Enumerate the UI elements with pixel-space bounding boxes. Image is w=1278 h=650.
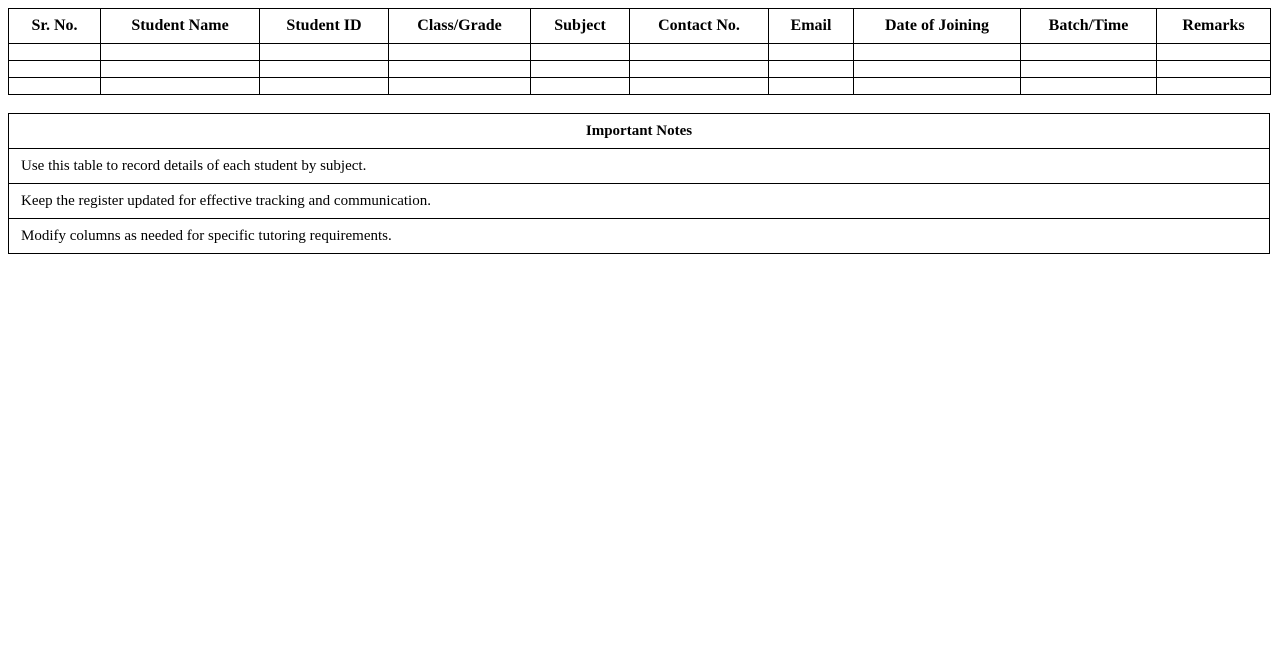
table-cell[interactable] bbox=[1157, 61, 1271, 78]
notes-row bbox=[9, 184, 1270, 219]
student-register-table bbox=[8, 8, 1271, 95]
table-cell[interactable] bbox=[1021, 78, 1157, 95]
table-cell[interactable] bbox=[389, 44, 531, 61]
table-cell[interactable] bbox=[630, 44, 769, 61]
table-cell[interactable] bbox=[630, 61, 769, 78]
column-header-class-grade: Class/Grade bbox=[389, 9, 531, 44]
table-cell[interactable] bbox=[9, 78, 101, 95]
table-cell[interactable] bbox=[531, 78, 630, 95]
table-cell[interactable] bbox=[260, 44, 389, 61]
table-cell[interactable] bbox=[1157, 78, 1271, 95]
table-cell[interactable] bbox=[101, 61, 260, 78]
column-header-subject: Subject bbox=[531, 9, 630, 44]
table-cell[interactable] bbox=[630, 78, 769, 95]
notes-row bbox=[9, 149, 1270, 184]
table-cell[interactable] bbox=[1157, 44, 1271, 61]
table-cell[interactable] bbox=[769, 61, 854, 78]
column-header-student-id: Student ID bbox=[260, 9, 389, 44]
table-cell[interactable] bbox=[769, 44, 854, 61]
table-cell[interactable] bbox=[101, 78, 260, 95]
notes-header-row bbox=[9, 114, 1270, 149]
table-cell[interactable] bbox=[260, 78, 389, 95]
table-cell[interactable] bbox=[389, 61, 531, 78]
column-header-sr-no: Sr. No. bbox=[9, 9, 101, 44]
table-cell[interactable] bbox=[260, 61, 389, 78]
table-cell[interactable] bbox=[531, 44, 630, 61]
table-cell[interactable] bbox=[1021, 44, 1157, 61]
column-header-remarks: Remarks bbox=[1157, 9, 1271, 44]
column-header-student-name: Student Name bbox=[101, 9, 260, 44]
table-cell[interactable] bbox=[1021, 61, 1157, 78]
column-header-date-of-joining: Date of Joining bbox=[854, 9, 1021, 44]
table-row bbox=[9, 78, 1271, 95]
table-cell[interactable] bbox=[531, 61, 630, 78]
table-cell[interactable] bbox=[854, 61, 1021, 78]
note-item: Use this table to record details of each student by subject. bbox=[9, 149, 1270, 184]
important-notes-table bbox=[8, 113, 1270, 254]
table-row bbox=[9, 61, 1271, 78]
notes-title: Important Notes bbox=[9, 114, 1270, 149]
table-cell[interactable] bbox=[9, 44, 101, 61]
table-header-row bbox=[9, 9, 1271, 44]
table-cell[interactable] bbox=[854, 78, 1021, 95]
column-header-email: Email bbox=[769, 9, 854, 44]
table-cell[interactable] bbox=[9, 61, 101, 78]
column-header-batch-time: Batch/Time bbox=[1021, 9, 1157, 44]
notes-row bbox=[9, 219, 1270, 254]
column-header-contact-no: Contact No. bbox=[630, 9, 769, 44]
table-cell[interactable] bbox=[769, 78, 854, 95]
table-row bbox=[9, 44, 1271, 61]
table-cell[interactable] bbox=[101, 44, 260, 61]
table-cell[interactable] bbox=[854, 44, 1021, 61]
note-item: Keep the register updated for effective tracking and communication. bbox=[9, 184, 1270, 219]
table-cell[interactable] bbox=[389, 78, 531, 95]
note-item: Modify columns as needed for specific tutoring requirements. bbox=[9, 219, 1270, 254]
